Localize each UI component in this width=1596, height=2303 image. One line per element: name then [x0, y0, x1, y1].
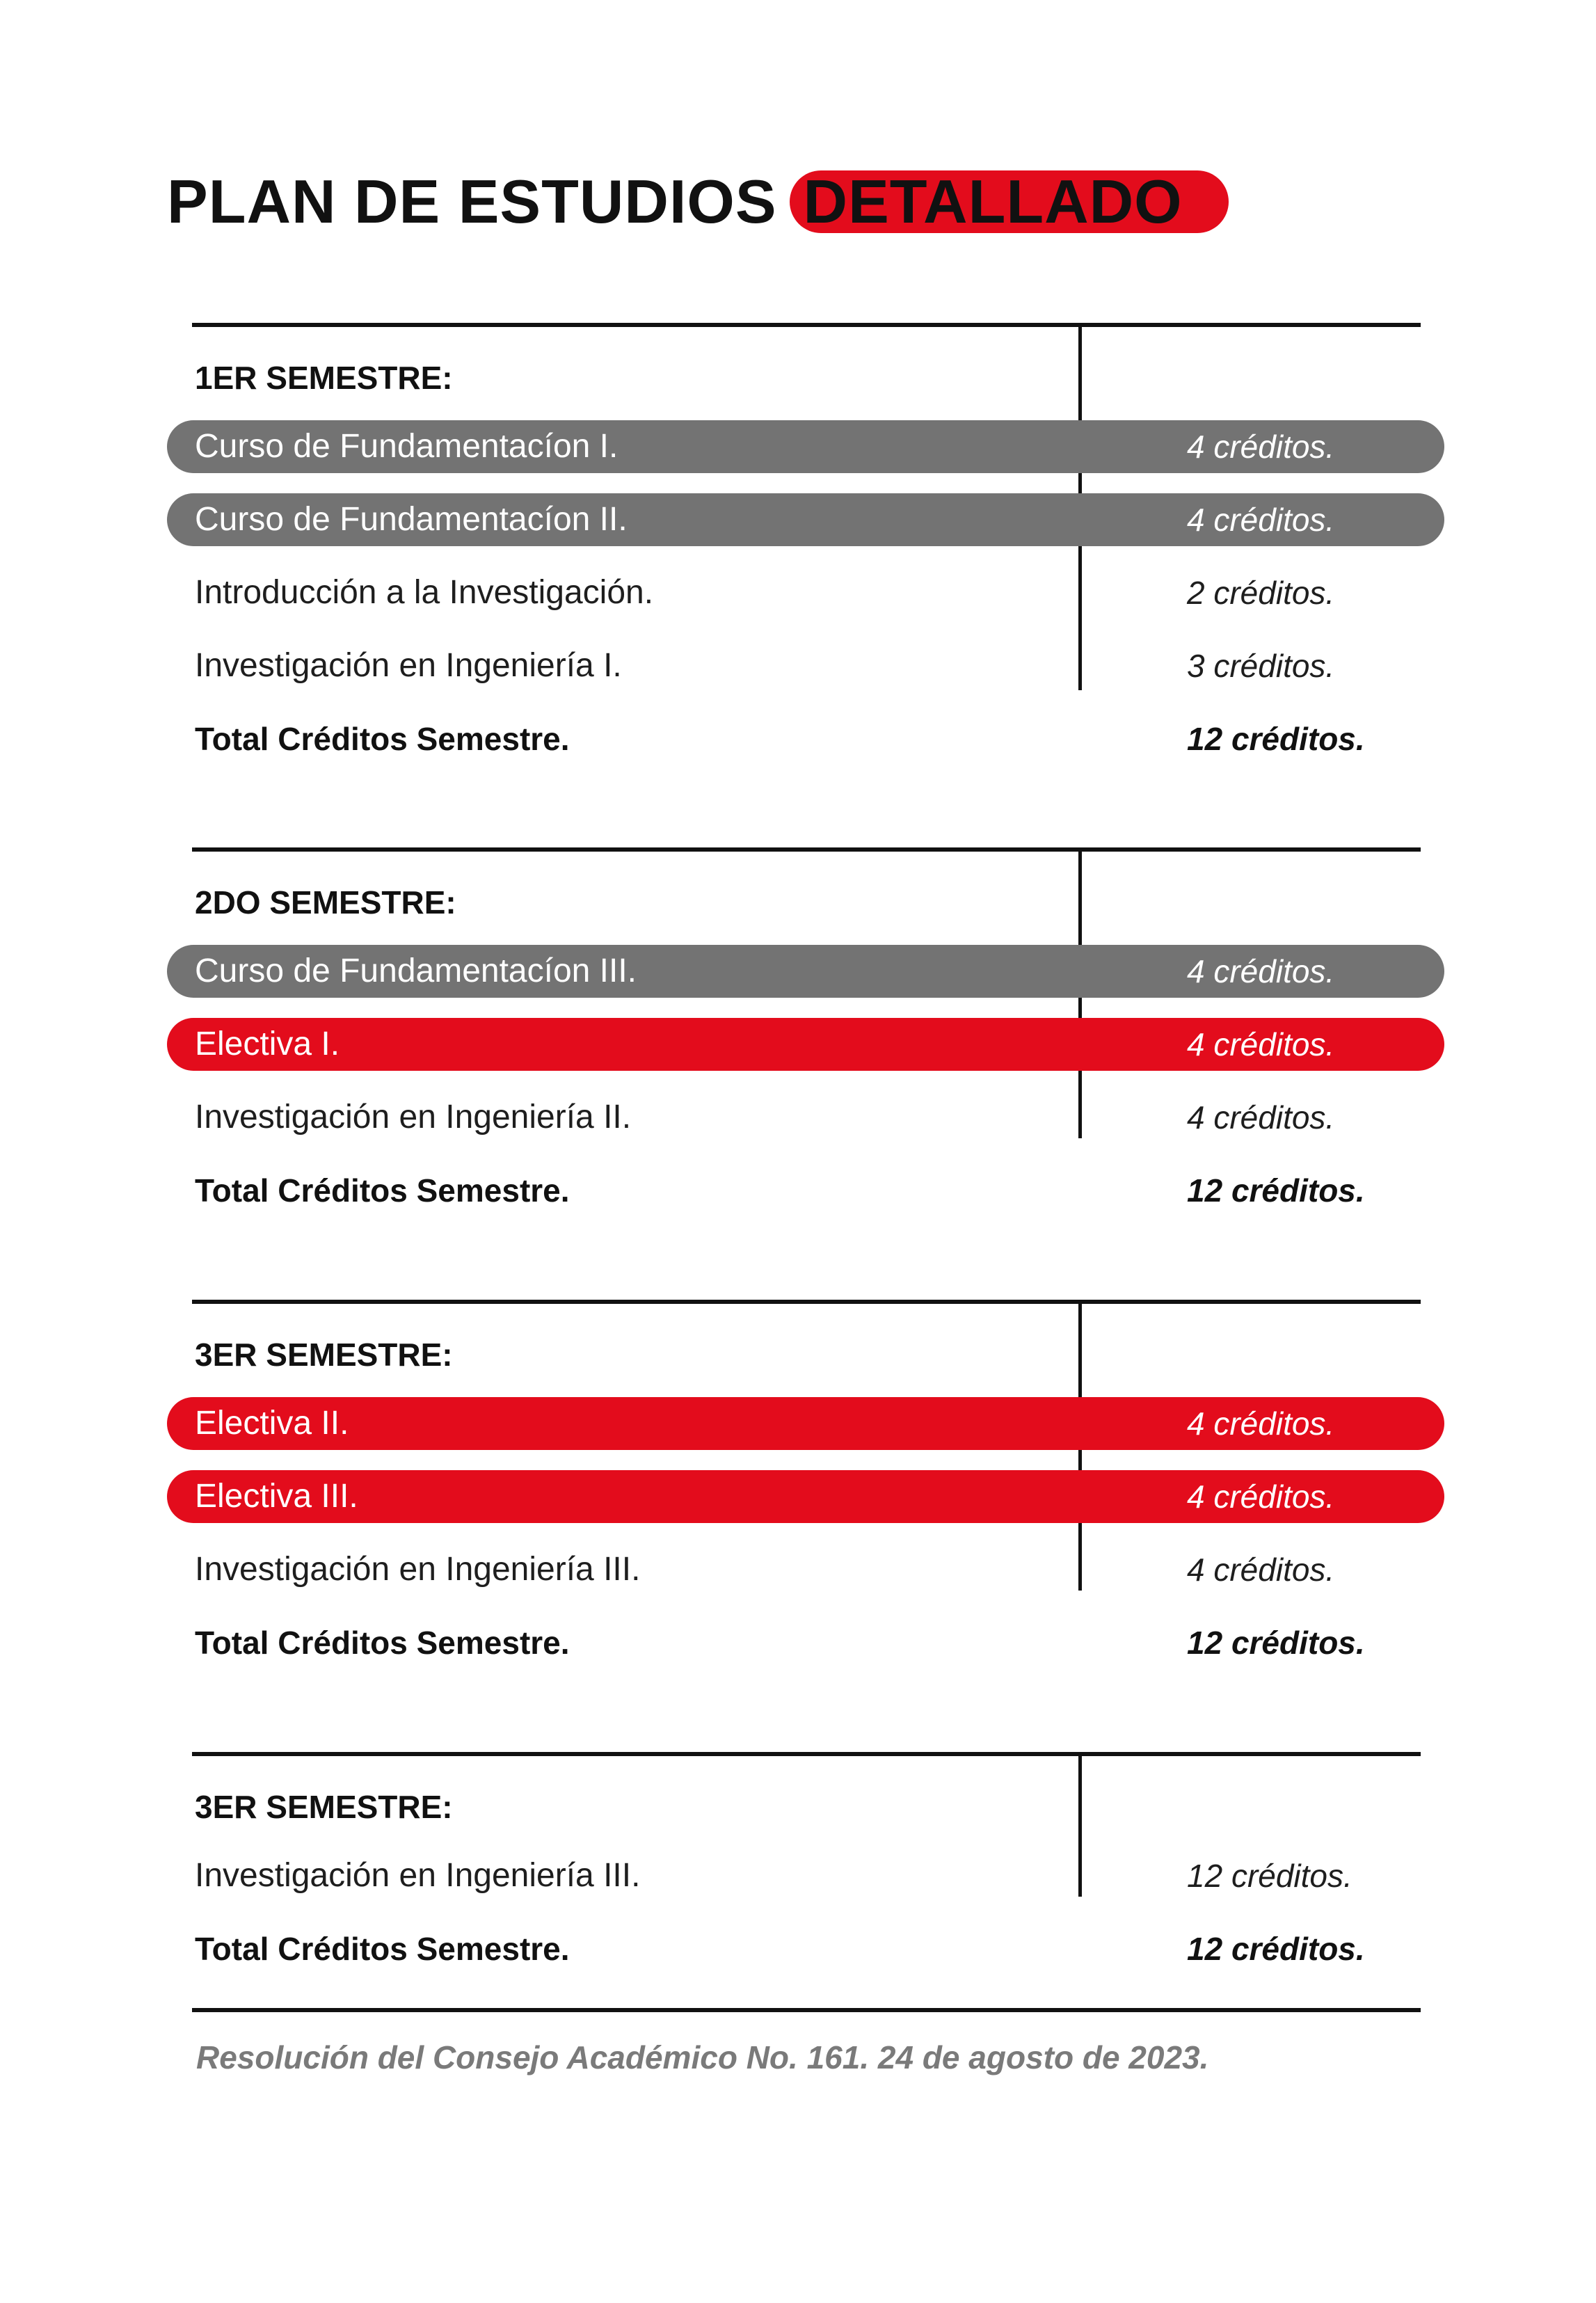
semester-title: 3ER SEMESTRE:	[195, 1337, 453, 1373]
course-row	[167, 566, 1444, 619]
course-name: Electiva I.	[195, 1026, 340, 1062]
course-row	[167, 1849, 1444, 1902]
total-credits: 12 créditos.	[1187, 1625, 1365, 1661]
total-label: Total Créditos Semestre.	[195, 721, 570, 757]
semester-divider	[192, 847, 1421, 852]
page-title	[167, 160, 1229, 244]
course-name: Electiva II.	[195, 1405, 349, 1442]
total-row	[167, 1922, 1444, 1975]
course-credits: 4 créditos.	[1187, 502, 1335, 538]
course-name: Investigación en Ingeniería II.	[195, 1099, 632, 1135]
semester-title: 2DO SEMESTRE:	[195, 884, 456, 921]
total-row	[167, 712, 1444, 765]
total-label: Total Créditos Semestre.	[195, 1625, 570, 1661]
course-row	[167, 493, 1444, 546]
title-highlight: DETALLADO	[790, 170, 1229, 233]
course-row	[167, 639, 1444, 692]
total-row	[167, 1616, 1444, 1669]
course-name: Investigación en Ingeniería I.	[195, 647, 622, 684]
course-row	[167, 1397, 1444, 1450]
course-name: Curso de Fundamentacíon III.	[195, 953, 637, 989]
course-row	[167, 945, 1444, 998]
total-credits: 12 créditos.	[1187, 1172, 1365, 1209]
course-row	[167, 420, 1444, 473]
course-credits: 12 créditos.	[1187, 1858, 1352, 1894]
semester-divider	[192, 1300, 1421, 1304]
resolution-footer: Resolución del Consejo Académico No. 161. 24 de agosto de 2023.	[196, 2039, 1209, 2075]
semester-title: 3ER SEMESTRE:	[195, 1789, 453, 1825]
course-row	[167, 1470, 1444, 1523]
course-credits: 4 créditos.	[1187, 953, 1335, 989]
course-row	[167, 1091, 1444, 1144]
course-row	[167, 1543, 1444, 1596]
total-label: Total Créditos Semestre.	[195, 1172, 570, 1209]
total-credits: 12 créditos.	[1187, 721, 1365, 757]
total-label: Total Créditos Semestre.	[195, 1931, 570, 1967]
course-name: Investigación en Ingeniería III.	[195, 1551, 641, 1588]
course-credits: 3 créditos.	[1187, 648, 1335, 684]
semester-title: 1ER SEMESTRE:	[195, 360, 453, 396]
course-credits: 4 créditos.	[1187, 1552, 1335, 1588]
total-credits: 12 créditos.	[1187, 1931, 1365, 1967]
bottom-divider	[192, 2008, 1421, 2012]
semester-divider	[192, 1752, 1421, 1756]
course-name: Curso de Fundamentacíon I.	[195, 428, 619, 465]
course-credits: 4 créditos.	[1187, 1479, 1335, 1515]
course-name: Curso de Fundamentacíon II.	[195, 501, 628, 538]
course-name: Electiva III.	[195, 1478, 358, 1515]
course-name: Investigación en Ingeniería III.	[195, 1857, 641, 1894]
course-name: Introducción a la Investigación.	[195, 574, 654, 611]
course-credits: 4 créditos.	[1187, 429, 1335, 465]
course-credits: 4 créditos.	[1187, 1405, 1335, 1442]
total-row	[167, 1164, 1444, 1217]
course-credits: 4 créditos.	[1187, 1026, 1335, 1062]
semester-divider	[192, 323, 1421, 327]
course-credits: 2 créditos.	[1187, 575, 1335, 611]
title-main: PLAN DE ESTUDIOS	[167, 167, 777, 236]
course-row	[167, 1018, 1444, 1071]
course-credits: 4 créditos.	[1187, 1099, 1335, 1135]
